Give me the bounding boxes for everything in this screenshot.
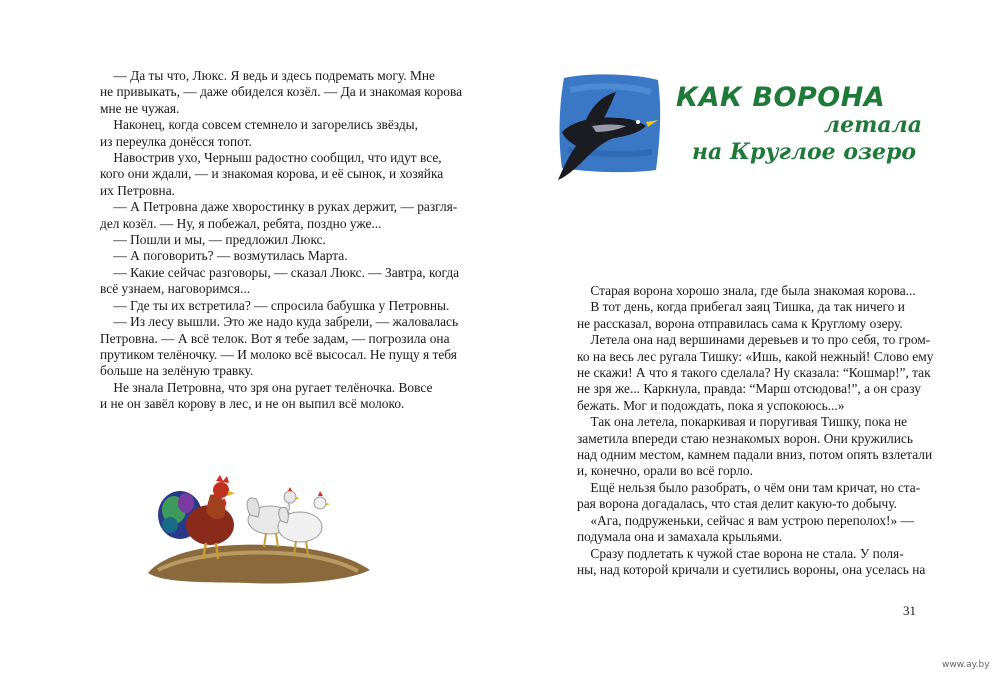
right-page-text: [577, 283, 934, 578]
text-line: ны, над которой кричали и суетились вороны, она уселась на: [577, 561, 926, 577]
text-line: Наконец, когда совсем стемнело и загорелись звёзды,: [100, 117, 418, 133]
text-line: бежать. Мог и подождать, пока я успокоюсь...»: [577, 397, 845, 413]
text-line: не зря же... Каркнула, правда: “Марш отсюдова!”, а он сразу: [577, 381, 921, 397]
text-line: Навострив ухо, Черныш радостно сообщил, что идут все,: [100, 150, 442, 166]
text-line: — Да ты что, Люкс. Я ведь и здесь подремать могу. Мне: [100, 68, 435, 83]
text-line: из переулка донёсся топот.: [100, 133, 252, 149]
chickens-illustration: [148, 455, 370, 590]
left-page-text: [100, 68, 463, 413]
text-line: и не он завёл корову в лес, и не он выпил всё молоко.: [100, 396, 405, 412]
text-line: ко на весь лес ругала Тишку: «Ишь, какой нежный! Слово ему: [577, 348, 934, 364]
text-line: — Где ты их встретила? — спросила бабушка у Петровны.: [100, 297, 450, 313]
text-line: рая ворона догадалась, что стая делит какую-то добычу.: [577, 496, 897, 512]
chapter-title: [676, 82, 936, 172]
text-line: Ещё нельзя было разобрать, о чём они там кричат, но ста-: [577, 479, 921, 495]
text-line: прутиком телёночку. — И молоко всё высосал. Не пущу я тебя: [100, 346, 457, 362]
text-line: заметила впереди стаю незнакомых ворон. Они кружились: [577, 430, 913, 446]
text-line: Старая ворона хорошо знала, где была знакомая корова...: [577, 283, 916, 298]
text-line: Не знала Петровна, что зря она ругает телёночка. Вовсе: [100, 379, 433, 395]
chapter-title-line3: на Круглое озеро: [692, 139, 917, 165]
watermark: www.ay.by: [942, 660, 990, 670]
text-line: — Какие сейчас разговоры, — сказал Люкс. — Завтра, когда: [100, 264, 460, 280]
text-line: не привыкать, — даже обиделся козёл. — Да и знакомая корова: [100, 84, 463, 100]
page-number: 31: [903, 603, 916, 618]
text-line: В тот день, когда прибегал заяц Тишка, да так ничего и: [577, 299, 905, 315]
text-line: Сразу подлетать к чужой стае ворона не стала. У поля-: [577, 545, 904, 561]
text-line: — А Петровна даже хворостинку в руках держит, — разгля-: [100, 199, 458, 215]
text-line: — А поговорить? — возмутилась Марта.: [100, 248, 348, 264]
text-line: — Пошли и мы, — предложил Люкс.: [100, 232, 326, 248]
text-line: не скажи! А что я такого сделала? Ну сказала: “Кошмар!”, так: [577, 365, 931, 381]
text-line: всё узнаем, наговоримся...: [100, 281, 251, 297]
crow-illustration: [556, 70, 666, 185]
text-line: их Петровна.: [100, 182, 176, 198]
text-line: Так она летела, покаркивая и поругивая Тишку, пока не: [577, 414, 908, 430]
text-line: над одним местом, камнем падали вниз, потом опять взлетали: [577, 447, 933, 463]
text-line: подумала она и замахала крыльями.: [577, 529, 783, 545]
chapter-title-line1: КАК ВОРОНА: [676, 82, 886, 113]
text-line: мне не чужая.: [100, 100, 180, 116]
text-line: не рассказал, ворона отправилась сама к Круглому озеру.: [577, 315, 903, 331]
text-line: дел козёл. — Ну, я побежал, ребята, поздно уже...: [100, 215, 382, 231]
text-line: кого они ждали, — и знакомая корова, и её сынок, и хозяйка: [100, 166, 444, 182]
text-line: больше на зелёную травку.: [100, 363, 254, 379]
text-line: Летела она над вершинами деревьев и то про себя, то гром-: [577, 332, 931, 348]
text-line: и, конечно, орали во всё горло.: [577, 463, 753, 479]
text-line: — Из лесу вышли. Это же надо куда забрели, — жаловалась: [100, 314, 459, 330]
chapter-title-line2: летала: [824, 112, 922, 138]
text-line: «Ага, подруженьки, сейчас я вам устрою переполох!» —: [577, 512, 914, 528]
text-line: Петровна. — А всё телок. Вот я тебе задам, — погрозила она: [100, 330, 450, 346]
